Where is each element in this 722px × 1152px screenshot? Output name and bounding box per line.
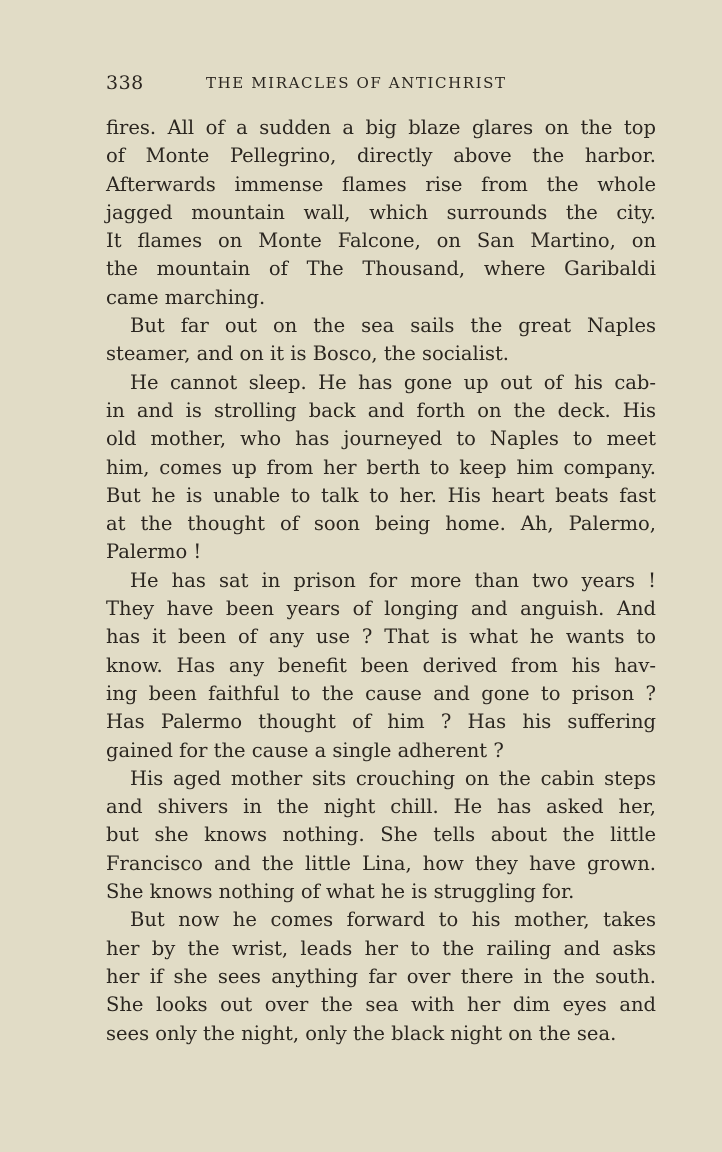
- text-line: her by the wrist, leads her to the railing and asks: [106, 936, 656, 960]
- text-line: Francisco and the little Lina, how they have grown.: [106, 851, 656, 875]
- text-line: He has sat in prison for more than two years !: [130, 568, 656, 592]
- text-line: She looks out over the sea with her dim eyes and: [106, 993, 656, 1017]
- text-line: but she knows nothing. She tells about the little: [106, 823, 656, 847]
- text-line: Afterwards immense flames rise from the whole: [106, 172, 656, 196]
- page-number: 338: [106, 72, 144, 94]
- text-line: old mother, who has journeyed to Naples to meet: [106, 427, 656, 451]
- text-line: Palermo !: [106, 540, 202, 564]
- text-line: She knows nothing of what he is struggling for.: [106, 880, 575, 904]
- text-line: at the thought of soon being home. Ah, Palermo,: [106, 512, 656, 536]
- text-line: of Monte Pellegrino, directly above the harbor.: [106, 144, 656, 168]
- text-line: steamer, and on it is Bosco, the socialist.: [106, 342, 510, 366]
- text-line: him, comes up from her berth to keep him company.: [106, 455, 656, 479]
- text-line: But he is unable to talk to her. His heart beats fast: [106, 483, 656, 507]
- text-line: sees only the night, only the black night on the sea.: [106, 1021, 617, 1045]
- text-line: It flames on Monte Falcone, on San Martino, on: [106, 229, 656, 253]
- text-line: has it been of any use ? That is what he wants to: [106, 625, 656, 649]
- running-title: THE MIRACLES OF ANTICHRIST: [206, 74, 507, 92]
- text-line: He cannot sleep. He has gone up out of his cab-: [130, 370, 656, 394]
- text-line: the mountain of The Thousand, where Garibaldi: [106, 257, 656, 281]
- text-line: ing been faithful to the cause and gone to prison ?: [106, 681, 656, 705]
- text-line: her if she sees anything far over there in the south.: [106, 964, 656, 988]
- page-header: [106, 72, 656, 96]
- text-line: His aged mother sits crouching on the cabin steps: [130, 766, 656, 790]
- text-line: came marching.: [106, 285, 266, 309]
- text-line: know. Has any benefit been derived from his hav-: [106, 653, 656, 677]
- text-line: in and is strolling back and forth on the deck. His: [106, 398, 656, 422]
- text-line: But far out on the sea sails the great Naples: [130, 314, 656, 338]
- text-line: and shivers in the night chill. He has asked her,: [106, 795, 656, 819]
- text-line: Has Palermo thought of him ? Has his suffering: [106, 710, 656, 734]
- text-line: jagged mountain wall, which surrounds the city.: [106, 200, 656, 224]
- text-line: gained for the cause a single adherent ?: [106, 738, 504, 762]
- text-line: They have been years of longing and anguish. And: [106, 597, 656, 621]
- text-line: fires. All of a sudden a big blaze glares on the top: [106, 116, 656, 139]
- body-text: [106, 114, 656, 1048]
- text-line: But now he comes forward to his mother, takes: [130, 908, 656, 932]
